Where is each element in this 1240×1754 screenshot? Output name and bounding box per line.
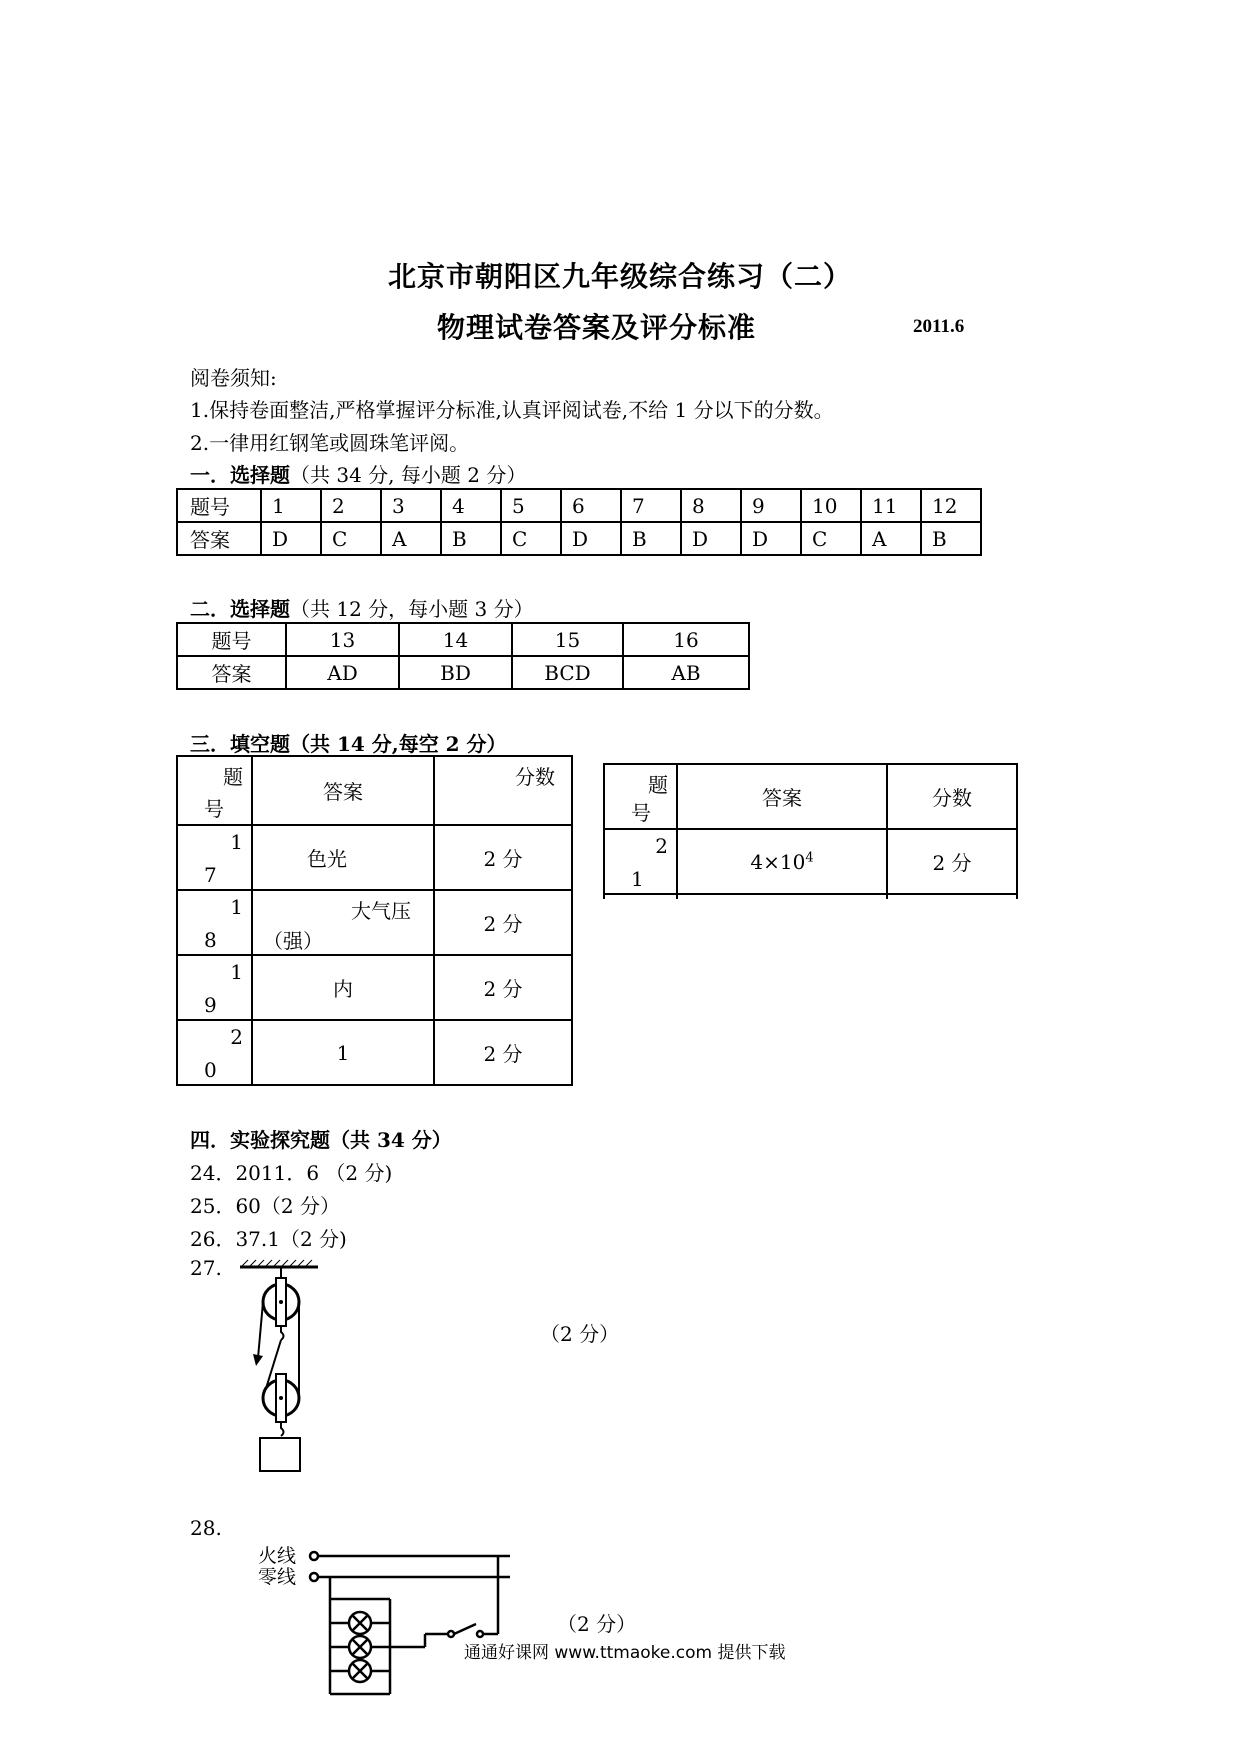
question-number: 7 xyxy=(621,489,681,522)
answer-cell: 色光 xyxy=(252,825,434,890)
section2-title: 二．选择题 xyxy=(190,597,290,621)
answer-cell: C xyxy=(501,522,561,555)
answer-exponent: 4 xyxy=(805,849,814,865)
answer-cell: B xyxy=(621,522,681,555)
pulley-diagram xyxy=(236,1258,326,1472)
section2-desc: （共 12 分，每小题 3 分） xyxy=(290,597,534,621)
neutral-wire-label: 零线 xyxy=(258,1566,297,1588)
q27-score: （2 分） xyxy=(540,1322,620,1346)
header-score: 分数 xyxy=(887,764,1017,829)
section3-table-right xyxy=(603,763,1018,899)
question-number: 16 xyxy=(623,623,749,656)
question-number-bottom: 1 xyxy=(631,867,644,891)
answer-cell: D xyxy=(681,522,741,555)
question-number: 10 xyxy=(801,489,861,522)
page-subtitle: 物理试卷答案及评分标准 xyxy=(437,311,757,344)
question-number: 3 xyxy=(381,489,441,522)
answer-cell: D xyxy=(261,522,321,555)
question-number: 9 xyxy=(741,489,801,522)
question-number: 8 xyxy=(681,489,741,522)
question-number: 6 xyxy=(561,489,621,522)
section1-heading xyxy=(190,459,526,488)
section2-table xyxy=(176,622,750,690)
answer-cell: BD xyxy=(399,656,512,689)
question-number-top: 1 xyxy=(230,895,243,919)
answer-cell: AD xyxy=(286,656,399,689)
answer-cell xyxy=(677,829,887,894)
question-number-top: 1 xyxy=(230,960,243,984)
question-number-top: 2 xyxy=(655,834,668,858)
row-label: 题号 xyxy=(177,623,286,656)
section1-desc: （共 34 分, 每小题 2 分） xyxy=(290,463,527,487)
footer-watermark: 通通好课网 www.ttmaoke.com 提供下载 xyxy=(464,1643,786,1663)
answer-cell: C xyxy=(801,522,861,555)
row-label: 答案 xyxy=(177,522,261,555)
table-row xyxy=(177,623,749,656)
answer-line2: （强） xyxy=(263,929,323,953)
q28-score: （2 分） xyxy=(557,1612,637,1636)
section1-table xyxy=(176,488,982,556)
question-number-top: 1 xyxy=(230,830,243,854)
score-cell: 2 分 xyxy=(434,955,572,1020)
answer-cell: C xyxy=(321,522,381,555)
header-score: 分数 xyxy=(434,756,572,825)
answer-cell: A xyxy=(861,522,921,555)
question-number: 5 xyxy=(501,489,561,522)
live-wire-label: 火线 xyxy=(258,1545,297,1567)
stub-cell xyxy=(887,894,1017,899)
section3-table-left xyxy=(176,755,573,1086)
section3-heading: 三．填空题（共 14 分,每空 2 分） xyxy=(190,732,507,756)
answer-base: 4×10 xyxy=(750,849,806,874)
answer-cell: B xyxy=(441,522,501,555)
answer-line1: 大气压 xyxy=(351,899,411,923)
table-row xyxy=(177,825,572,890)
stub-cell xyxy=(604,894,677,899)
table-row xyxy=(604,764,1017,829)
answer-cell: D xyxy=(561,522,621,555)
question-number: 13 xyxy=(286,623,399,656)
question-number-top: 2 xyxy=(230,1025,243,1049)
answer-cell: D xyxy=(741,522,801,555)
answer-cell xyxy=(252,890,434,955)
question-number: 11 xyxy=(861,489,921,522)
header-number-top: 题 xyxy=(223,765,243,789)
answer-cell: B xyxy=(921,522,981,555)
note-item: 2.一律用红钢笔或圆珠笔评阅。 xyxy=(190,431,470,455)
page-title: 北京市朝阳区九年级综合练习（二） xyxy=(387,260,852,293)
note-item: 1.保持卷面整洁,严格掌握评分标准,认真评阅试卷,不给 1 分以下的分数。 xyxy=(190,398,834,422)
notes-heading: 阅卷须知: xyxy=(190,366,277,390)
question-number-bottom: 8 xyxy=(204,928,217,952)
question-number-bottom: 9 xyxy=(204,993,217,1017)
question-number-bottom: 7 xyxy=(204,863,217,887)
score-cell: 2 分 xyxy=(434,890,572,955)
table-row xyxy=(177,955,572,1020)
answer-cell: 内 xyxy=(252,955,434,1020)
section1-title: 一．选择题 xyxy=(190,463,290,487)
score-cell: 2 分 xyxy=(434,1020,572,1085)
q27-label: 27. xyxy=(190,1256,222,1280)
table-row xyxy=(177,1020,572,1085)
answer-line: 26．37.1（2 分) xyxy=(190,1227,347,1251)
question-number: 2 xyxy=(321,489,381,522)
table-row xyxy=(177,489,981,522)
header-answer: 答案 xyxy=(252,756,434,825)
question-number-cell xyxy=(604,829,677,894)
question-number-bottom: 0 xyxy=(204,1058,217,1082)
question-number: 14 xyxy=(399,623,512,656)
question-number-cell xyxy=(177,890,252,955)
question-number-cell xyxy=(177,1020,252,1085)
table-row xyxy=(604,829,1017,894)
header-number-bottom: 号 xyxy=(631,801,651,825)
answer-cell: AB xyxy=(623,656,749,689)
section4-heading: 四．实验探究题（共 34 分） xyxy=(190,1128,452,1152)
header-number-top: 题 xyxy=(648,773,668,797)
table-row xyxy=(177,522,981,555)
stub-cell xyxy=(677,894,887,899)
score-cell: 2 分 xyxy=(887,829,1017,894)
section2-heading xyxy=(190,593,534,622)
table-row xyxy=(177,890,572,955)
question-number-cell xyxy=(177,955,252,1020)
question-number: 15 xyxy=(512,623,623,656)
table-row xyxy=(177,756,572,825)
page-date: 2011.6 xyxy=(913,316,965,337)
answer-cell: A xyxy=(381,522,441,555)
table-row xyxy=(177,656,749,689)
answer-line: 25．60（2 分） xyxy=(190,1194,340,1218)
answer-line: 24．2011．6 （2 分) xyxy=(190,1161,393,1185)
header-number-cell xyxy=(604,764,677,829)
q28-label: 28. xyxy=(190,1516,222,1540)
header-number-cell xyxy=(177,756,252,825)
score-cell: 2 分 xyxy=(434,825,572,890)
header-answer: 答案 xyxy=(677,764,887,829)
answer-cell: BCD xyxy=(512,656,623,689)
table-row-stub xyxy=(604,894,1017,899)
question-number-cell xyxy=(177,825,252,890)
question-number: 4 xyxy=(441,489,501,522)
circuit-diagram xyxy=(300,1544,520,1710)
row-label: 答案 xyxy=(177,656,286,689)
answer-cell: 1 xyxy=(252,1020,434,1085)
header-number-bottom: 号 xyxy=(204,797,224,821)
question-number: 1 xyxy=(261,489,321,522)
question-number: 12 xyxy=(921,489,981,522)
row-label: 题号 xyxy=(177,489,261,522)
